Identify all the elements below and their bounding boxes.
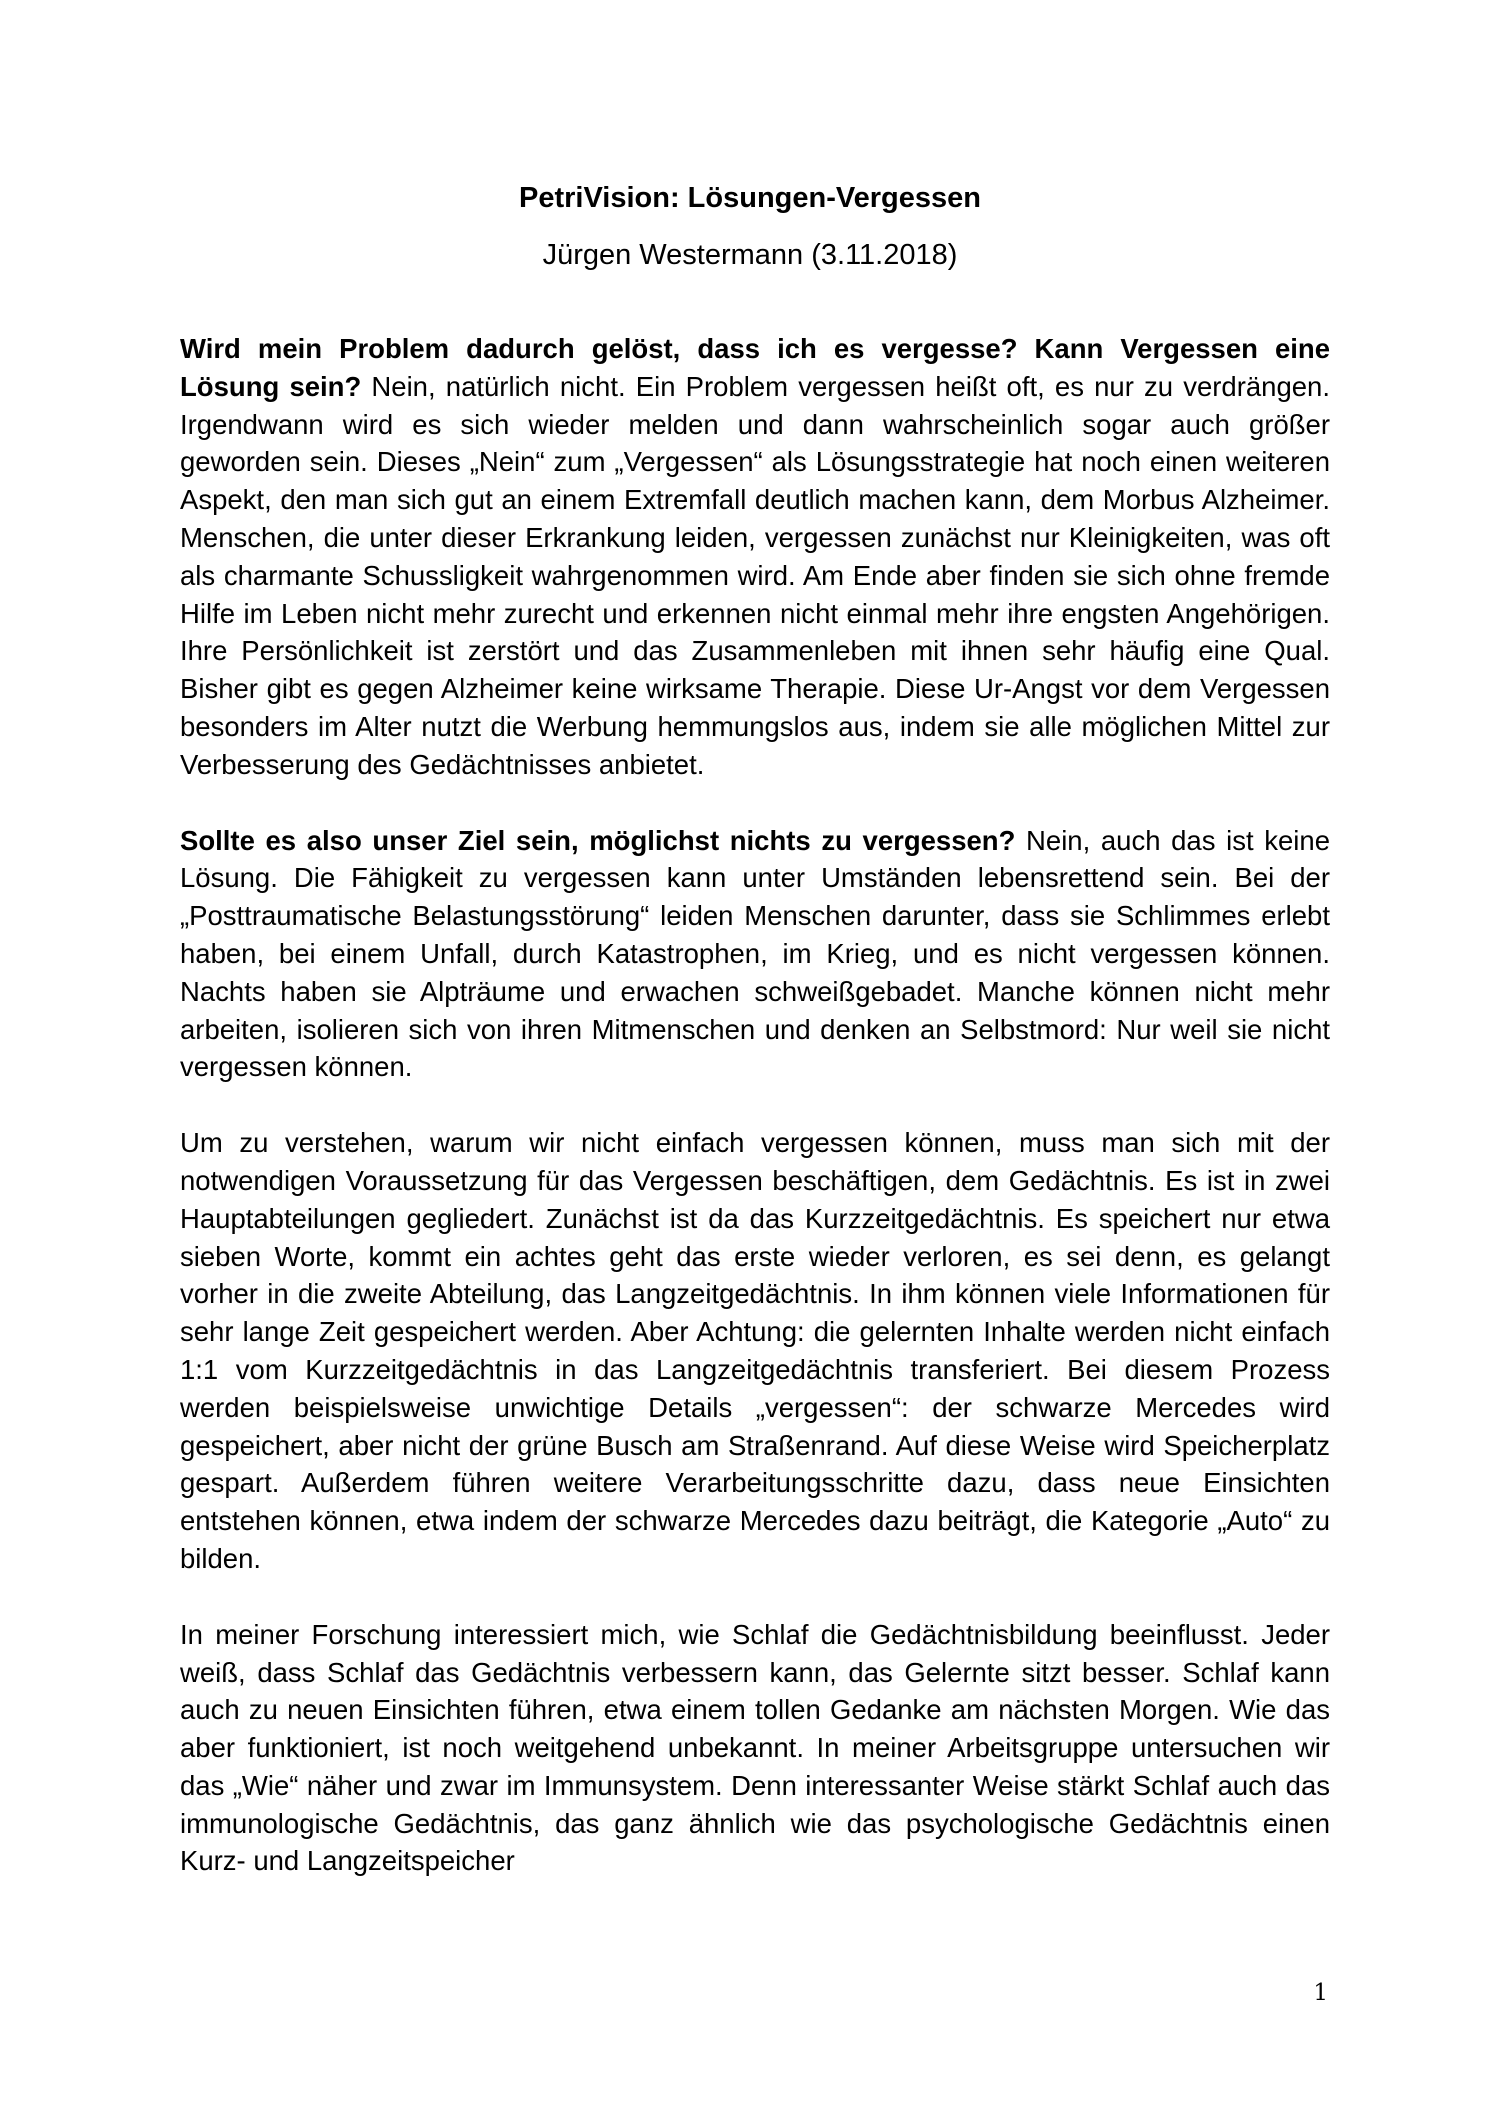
paragraph-1 xyxy=(180,330,1330,784)
paragraph-1-text: Nein, natürlich nicht. Ein Problem vergessen heißt oft, es nur zu verdrängen. Irgendwann wird es sich wieder melden und dann wahrscheinlich sogar auch größer geworden sein. Dieses „Nein“ zum „Vergessen“ als Lösungsstrategie hat noch einen weiteren Aspekt, den man sich gut an einem Extremfall deutlich machen kann, dem Morbus Alzheimer. Menschen, die unter dieser Erkrankung leiden, vergessen zunächst nur Kleinigkeiten, was oft als charmante Schussligkeit wahrgenommen wird. Am Ende aber finden sie sich ohne fremde Hilfe im Leben nicht mehr zurecht und erkennen nicht einmal mehr ihre engsten Angehörigen. Ihre Persönlichkeit ist zerstört und das Zusammenleben mit ihnen sehr häufig eine Qual. Bisher gibt es gegen Alzheimer keine wirksame Therapie. Diese Ur-Angst vor dem Vergessen besonders im Alter nutzt die Werbung hemmungslos aus, indem sie alle möglichen Mittel zur Verbesserung des Gedächtnisses anbietet. xyxy=(180,370,1330,780)
paragraph-2-lead: Sollte es also unser Ziel sein, möglichst nichts zu vergessen? xyxy=(180,824,1016,856)
document-title: PetriVision: Lösungen-Vergessen xyxy=(519,182,981,214)
paragraph-2 xyxy=(180,822,1330,1087)
paragraph-2-text: Nein, auch das ist keine Lösung. Die Fähigkeit zu vergessen kann unter Umständen lebensrettend sein. Bei der „Posttraumatische Belastungsstörung“ leiden Menschen darunter, dass sie Schlimmes erlebt haben, bei einem Unfall, durch Katastrophen, im Krieg, und es nicht vergessen können. Nachts haben sie Alpträume und erwachen schweißgebadet. Manche können nicht mehr arbeiten, isolieren sich von ihren Mitmenschen und denken an Selbstmord: Nur weil sie nicht vergessen können. xyxy=(180,824,1330,1083)
paragraph-3 xyxy=(180,1124,1330,1578)
paragraph-4 xyxy=(180,1616,1330,1881)
paragraph-3-text: Um zu verstehen, warum wir nicht einfach vergessen können, muss man sich mit der notwendigen Voraussetzung für das Vergessen beschäftigen, dem Gedächtnis. Es ist in zwei Hauptabteilungen gegliedert. Zunächst ist da das Kurzzeitgedächtnis. Es speichert nur etwa sieben Worte, kommt ein achtes geht das erste wieder verloren, es sei denn, es gelangt vorher in die zweite Abteilung, das Langzeitgedächtnis. In ihm können viele Informationen für sehr lange Zeit gespeichert werden. Aber Achtung: die gelernten Inhalte werden nicht einfach 1:1 vom Kurzzeitgedächtnis in das Langzeitgedächtnis transferiert. Bei diesem Prozess werden beispielsweise unwichtige Details „vergessen“: der schwarze Mercedes wird gespeichert, aber nicht der grüne Busch am Straßenrand. Auf diese Weise wird Speicherplatz gespart. Außerdem führen weitere Verarbeitungsschritte dazu, dass neue Einsichten entstehen können, etwa indem der schwarze Mercedes dazu beiträgt, die Kategorie „Auto“ zu bilden. xyxy=(180,1127,1330,1574)
body-text xyxy=(180,330,1330,1918)
paragraph-1-lead: Wird mein Problem dadurch gelöst, dass ich es vergesse? Kann Vergessen eine Lösung sein? xyxy=(180,333,1330,402)
author-line: Jürgen Westermann (3.11.2018) xyxy=(542,239,958,271)
page-number: 1 xyxy=(1313,1980,1328,2006)
paragraph-4-text: In meiner Forschung interessiert mich, wie Schlaf die Gedächtnisbildung beeinflusst. Jeder weiß, dass Schlaf das Gedächtnis verbessern kann, das Gelernte sitzt besser. Schlaf kann auch zu neuen Einsichten führen, etwa einem tollen Gedanke am nächsten Morgen. Wie das aber funktioniert, ist noch weitgehend unbekannt. In meiner Arbeitsgruppe untersuchen wir das „Wie“ näher und zwar im Immunsystem. Denn interessanter Weise stärkt Schlaf auch das immunologische Gedächtnis, das ganz ähnlich wie das psychologische Gedächtnis einen Kurz- und Langzeitspeicher xyxy=(180,1618,1330,1877)
